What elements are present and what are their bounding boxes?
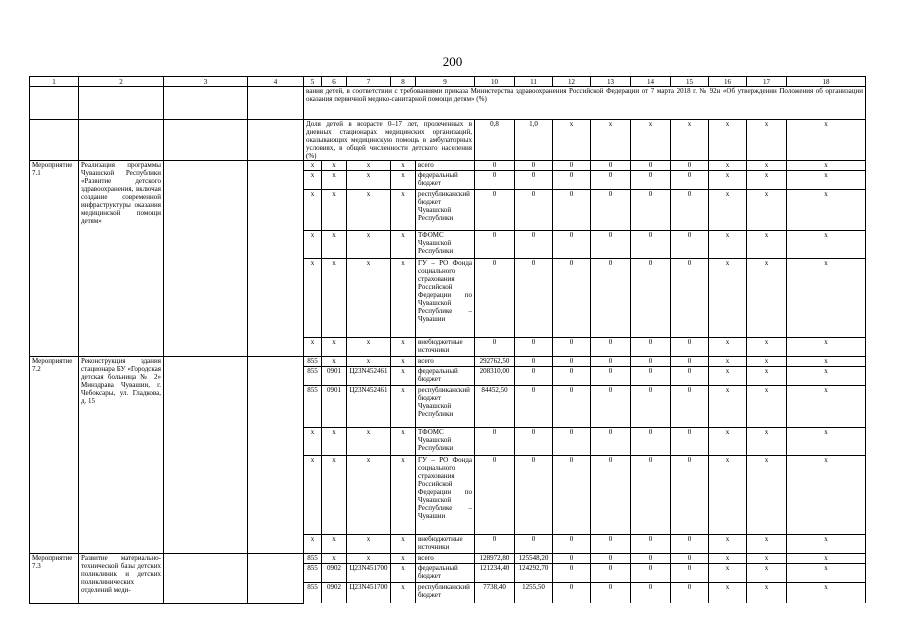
amount-cell: x bbox=[787, 564, 866, 583]
funding-source: федеральный бюджет bbox=[416, 367, 475, 386]
amount-cell: 0 bbox=[671, 535, 709, 554]
amount-cell: x bbox=[709, 554, 747, 564]
amount-cell: x bbox=[787, 535, 866, 554]
col-header: 11 bbox=[515, 77, 553, 87]
amount-cell: 0 bbox=[591, 171, 631, 190]
budget-code-cell: x bbox=[304, 456, 322, 535]
budget-code-cell: x bbox=[322, 456, 347, 535]
empty-cell bbox=[248, 554, 304, 604]
amount-cell: 0 bbox=[631, 338, 671, 357]
amount-cell: 84452,50 bbox=[475, 386, 515, 428]
amount-cell: x bbox=[709, 367, 747, 386]
budget-code-cell: x bbox=[347, 456, 391, 535]
source-row bbox=[30, 357, 866, 367]
amount-cell: 128972,80 bbox=[475, 554, 515, 564]
funding-source: внебюджетные источники bbox=[416, 535, 475, 554]
amount-cell: 0 bbox=[515, 161, 553, 171]
amount-cell: 0 bbox=[553, 161, 591, 171]
budget-code-cell: x bbox=[322, 161, 347, 171]
empty-cell bbox=[164, 357, 248, 554]
col-header: 5 bbox=[304, 77, 322, 87]
col-header: 1 bbox=[30, 77, 79, 87]
amount-cell: x bbox=[747, 456, 787, 535]
budget-code-cell: x bbox=[322, 357, 347, 367]
empty-cell bbox=[248, 161, 304, 357]
budget-code-cell: x bbox=[391, 367, 416, 386]
budget-code-cell: Ц23N452461 bbox=[347, 386, 391, 428]
amount-cell: 0 bbox=[591, 456, 631, 535]
amount-cell: 0 bbox=[475, 456, 515, 535]
budget-code-cell: x bbox=[322, 231, 347, 259]
amount-cell: 0 bbox=[671, 583, 709, 604]
amount-cell: 0 bbox=[591, 535, 631, 554]
col-header: 9 bbox=[416, 77, 475, 87]
amount-cell: 0 bbox=[553, 190, 591, 231]
amount-cell: 0 bbox=[591, 259, 631, 338]
amount-cell: x bbox=[747, 161, 787, 171]
amount-cell: 0 bbox=[671, 554, 709, 564]
budget-code-cell: x bbox=[347, 190, 391, 231]
amount-cell: 0 bbox=[631, 428, 671, 456]
budget-code-cell: x bbox=[347, 338, 391, 357]
col-header: 10 bbox=[475, 77, 515, 87]
amount-cell: 0 bbox=[631, 357, 671, 367]
amount-cell: 0 bbox=[671, 338, 709, 357]
amount-cell: 0 bbox=[591, 338, 631, 357]
amount-cell: 0 bbox=[553, 535, 591, 554]
measure-description: Развитие материально-технической базы детских поликлиник и детских поликлинических отделений меди- bbox=[79, 554, 164, 604]
amount-cell: 0 bbox=[671, 357, 709, 367]
indicator-row bbox=[30, 87, 866, 120]
amount-cell: 0 bbox=[515, 428, 553, 456]
amount-cell: x bbox=[747, 554, 787, 564]
col-header: 15 bbox=[671, 77, 709, 87]
amount-cell: 0 bbox=[671, 428, 709, 456]
measure-name: Мероприятие 7.3 bbox=[30, 554, 79, 604]
amount-cell: 0 bbox=[671, 259, 709, 338]
budget-code-cell: x bbox=[322, 338, 347, 357]
measure-name: Мероприятие 7.1 bbox=[30, 161, 79, 357]
amount-cell: 0 bbox=[671, 367, 709, 386]
budget-code-cell: x bbox=[322, 428, 347, 456]
amount-cell: x bbox=[709, 259, 747, 338]
budget-table bbox=[29, 76, 866, 604]
amount-cell: 7738,40 bbox=[475, 583, 515, 604]
budget-code-cell: Ц23N451700 bbox=[347, 583, 391, 604]
amount-cell: x bbox=[787, 171, 866, 190]
budget-code-cell: x bbox=[391, 259, 416, 338]
budget-code-cell: x bbox=[347, 231, 391, 259]
budget-code-cell: 0902 bbox=[322, 583, 347, 604]
budget-code-cell: x bbox=[347, 535, 391, 554]
amount-cell: 0 bbox=[475, 535, 515, 554]
indicator-value: x bbox=[709, 120, 747, 161]
indicator-row bbox=[30, 120, 866, 161]
amount-cell: 0 bbox=[553, 428, 591, 456]
amount-cell: 121234,40 bbox=[475, 564, 515, 583]
amount-cell: 0 bbox=[631, 535, 671, 554]
amount-cell: 0 bbox=[631, 190, 671, 231]
amount-cell: x bbox=[747, 535, 787, 554]
budget-code-cell: 855 bbox=[304, 386, 322, 428]
col-header: 4 bbox=[248, 77, 304, 87]
budget-code-cell: x bbox=[322, 171, 347, 190]
budget-code-cell: x bbox=[347, 554, 391, 564]
amount-cell: 0 bbox=[631, 367, 671, 386]
budget-code-cell: x bbox=[304, 428, 322, 456]
amount-cell: 0 bbox=[515, 386, 553, 428]
funding-source: всего bbox=[416, 161, 475, 171]
amount-cell: x bbox=[709, 535, 747, 554]
amount-cell: x bbox=[747, 338, 787, 357]
amount-cell: x bbox=[787, 190, 866, 231]
indicator-value: x bbox=[631, 120, 671, 161]
indicator-value: 0,8 bbox=[475, 120, 515, 161]
col-header: 14 bbox=[631, 77, 671, 87]
amount-cell: 1255,50 bbox=[515, 583, 553, 604]
budget-code-cell: x bbox=[391, 190, 416, 231]
amount-cell: 0 bbox=[671, 386, 709, 428]
amount-cell: 0 bbox=[631, 386, 671, 428]
budget-code-cell: x bbox=[391, 564, 416, 583]
amount-cell: 0 bbox=[475, 231, 515, 259]
amount-cell: 292762,50 bbox=[475, 357, 515, 367]
budget-code-cell: x bbox=[347, 171, 391, 190]
amount-cell: x bbox=[709, 161, 747, 171]
amount-cell: x bbox=[747, 259, 787, 338]
indicator-value: x bbox=[747, 120, 787, 161]
amount-cell: 0 bbox=[631, 456, 671, 535]
amount-cell: x bbox=[787, 231, 866, 259]
measure-description: Реализация программы Чувашской Республики «Развитие детского здравоохранения, включая создание современной инфраструктуры оказания медицинской помощи детям» bbox=[79, 161, 164, 357]
budget-code-cell: x bbox=[391, 535, 416, 554]
amount-cell: 0 bbox=[631, 161, 671, 171]
indicator-value: x bbox=[787, 120, 866, 161]
col-header: 13 bbox=[591, 77, 631, 87]
amount-cell: 0 bbox=[515, 338, 553, 357]
budget-code-cell: x bbox=[347, 259, 391, 338]
amount-cell: 125548,20 bbox=[515, 554, 553, 564]
budget-code-cell: Ц23N452461 bbox=[347, 367, 391, 386]
budget-code-cell: 855 bbox=[304, 583, 322, 604]
amount-cell: 0 bbox=[671, 231, 709, 259]
budget-code-cell: x bbox=[304, 231, 322, 259]
budget-code-cell: 0902 bbox=[322, 564, 347, 583]
amount-cell: 0 bbox=[591, 428, 631, 456]
budget-code-cell: x bbox=[391, 231, 416, 259]
budget-code-cell: x bbox=[322, 259, 347, 338]
budget-code-cell: x bbox=[304, 171, 322, 190]
col-header: 2 bbox=[79, 77, 164, 87]
amount-cell: 0 bbox=[475, 338, 515, 357]
funding-source: республиканский бюджет Чувашской Республики bbox=[416, 386, 475, 428]
amount-cell: 0 bbox=[475, 161, 515, 171]
budget-code-cell: 855 bbox=[304, 357, 322, 367]
amount-cell: x bbox=[747, 171, 787, 190]
funding-source: ТФОМС Чувашской Республики bbox=[416, 428, 475, 456]
amount-cell: 0 bbox=[553, 564, 591, 583]
funding-source: всего bbox=[416, 554, 475, 564]
amount-cell: x bbox=[709, 456, 747, 535]
col-header: 8 bbox=[391, 77, 416, 87]
amount-cell: 0 bbox=[553, 357, 591, 367]
amount-cell: 0 bbox=[671, 161, 709, 171]
budget-code-cell: x bbox=[391, 456, 416, 535]
amount-cell: 0 bbox=[591, 367, 631, 386]
amount-cell: 0 bbox=[591, 161, 631, 171]
amount-cell: 0 bbox=[631, 171, 671, 190]
amount-cell: 0 bbox=[475, 190, 515, 231]
amount-cell: 0 bbox=[631, 231, 671, 259]
budget-code-cell: x bbox=[391, 161, 416, 171]
amount-cell: x bbox=[747, 428, 787, 456]
budget-code-cell: x bbox=[347, 161, 391, 171]
funding-source: федеральный бюджет bbox=[416, 564, 475, 583]
budget-code-cell: x bbox=[322, 190, 347, 231]
budget-code-cell: x bbox=[304, 535, 322, 554]
amount-cell: x bbox=[787, 428, 866, 456]
amount-cell: 0 bbox=[553, 583, 591, 604]
budget-code-cell: x bbox=[391, 338, 416, 357]
budget-code-cell: x bbox=[391, 171, 416, 190]
amount-cell: x bbox=[747, 583, 787, 604]
amount-cell: 0 bbox=[475, 171, 515, 190]
amount-cell: x bbox=[747, 231, 787, 259]
amount-cell: x bbox=[747, 386, 787, 428]
indicator-value: x bbox=[553, 120, 591, 161]
amount-cell: 0 bbox=[515, 357, 553, 367]
amount-cell: x bbox=[709, 357, 747, 367]
indicator-value: x bbox=[671, 120, 709, 161]
budget-code-cell: x bbox=[304, 190, 322, 231]
budget-code-cell: x bbox=[322, 554, 347, 564]
empty-cell bbox=[164, 554, 248, 604]
amount-cell: 0 bbox=[553, 554, 591, 564]
funding-source: федеральный бюджет bbox=[416, 171, 475, 190]
budget-code-cell: x bbox=[304, 259, 322, 338]
amount-cell: 0 bbox=[631, 554, 671, 564]
col-header: 3 bbox=[164, 77, 248, 87]
empty-cell bbox=[164, 161, 248, 357]
budget-code-cell: 855 bbox=[304, 564, 322, 583]
col-header: 12 bbox=[553, 77, 591, 87]
budget-code-cell: Ц23N451700 bbox=[347, 564, 391, 583]
amount-cell: 0 bbox=[591, 554, 631, 564]
amount-cell: x bbox=[709, 171, 747, 190]
amount-cell: 0 bbox=[515, 456, 553, 535]
indicator-text: Доля детей в возрасте 0–17 лет, пролеченных в дневных стационарах медицинских организаций, оказывающих медицинскую помощь в амбулаторных условиях, в общей численности детского населения (%) bbox=[304, 120, 475, 161]
amount-cell: 0 bbox=[515, 259, 553, 338]
source-row bbox=[30, 554, 866, 564]
amount-cell: 0 bbox=[553, 386, 591, 428]
amount-cell: 0 bbox=[515, 190, 553, 231]
amount-cell: x bbox=[787, 259, 866, 338]
amount-cell: x bbox=[787, 554, 866, 564]
amount-cell: 0 bbox=[553, 367, 591, 386]
amount-cell: x bbox=[709, 428, 747, 456]
amount-cell: x bbox=[709, 583, 747, 604]
amount-cell: 0 bbox=[515, 231, 553, 259]
amount-cell: 0 bbox=[475, 428, 515, 456]
amount-cell: x bbox=[709, 564, 747, 583]
amount-cell: 0 bbox=[515, 171, 553, 190]
amount-cell: x bbox=[787, 338, 866, 357]
budget-code-cell: x bbox=[304, 338, 322, 357]
funding-source: республиканский бюджет bbox=[416, 583, 475, 604]
amount-cell: 0 bbox=[553, 456, 591, 535]
amount-cell: 0 bbox=[553, 259, 591, 338]
indicator-text: вания детей, в соответствии с требованиями приказа Министерства здравоохранения Российской Федерации от 7 марта 2018 г. № 92н «Об утверждении Положения об организации оказания первичной медико-санитарной помощи детям» (%) bbox=[304, 87, 866, 120]
amount-cell: x bbox=[787, 583, 866, 604]
amount-cell: 208310,00 bbox=[475, 367, 515, 386]
amount-cell: x bbox=[747, 367, 787, 386]
amount-cell: 0 bbox=[515, 367, 553, 386]
amount-cell: 0 bbox=[591, 190, 631, 231]
measure-name: Мероприятие 7.2 bbox=[30, 357, 79, 554]
amount-cell: 0 bbox=[671, 564, 709, 583]
col-header: 6 bbox=[322, 77, 347, 87]
amount-cell: 0 bbox=[671, 456, 709, 535]
indicator-value: 1,0 bbox=[515, 120, 553, 161]
amount-cell: 0 bbox=[553, 231, 591, 259]
amount-cell: 0 bbox=[631, 259, 671, 338]
budget-code-cell: x bbox=[347, 357, 391, 367]
amount-cell: 0 bbox=[553, 338, 591, 357]
funding-source: ГУ – РО Фонда социального страхования Российской Федерации по Чувашской Республике – Чувашии bbox=[416, 259, 475, 338]
amount-cell: 0 bbox=[591, 583, 631, 604]
amount-cell: x bbox=[747, 357, 787, 367]
measure-description: Реконструкция здания стационара БУ «Городская детская больница № 2» Минздрава Чувашии, г. Чебоксары, ул. Гладкова, д. 15 bbox=[79, 357, 164, 554]
budget-code-cell: x bbox=[322, 535, 347, 554]
amount-cell: x bbox=[709, 231, 747, 259]
amount-cell: 0 bbox=[591, 231, 631, 259]
amount-cell: 0 bbox=[591, 357, 631, 367]
budget-code-cell: x bbox=[347, 428, 391, 456]
indicator-value: x bbox=[591, 120, 631, 161]
amount-cell: x bbox=[787, 386, 866, 428]
funding-source: всего bbox=[416, 357, 475, 367]
funding-source: республиканский бюджет Чувашской Республики bbox=[416, 190, 475, 231]
amount-cell: x bbox=[787, 357, 866, 367]
budget-code-cell: x bbox=[391, 357, 416, 367]
col-header: 18 bbox=[787, 77, 866, 87]
budget-code-cell: x bbox=[391, 554, 416, 564]
source-row bbox=[30, 161, 866, 171]
budget-code-cell: x bbox=[391, 428, 416, 456]
amount-cell: 0 bbox=[515, 535, 553, 554]
amount-cell: 0 bbox=[631, 583, 671, 604]
amount-cell: 0 bbox=[671, 171, 709, 190]
amount-cell: x bbox=[787, 367, 866, 386]
budget-code-cell: 0901 bbox=[322, 386, 347, 428]
budget-code-cell: 0901 bbox=[322, 367, 347, 386]
funding-source: внебюджетные источники bbox=[416, 338, 475, 357]
amount-cell: x bbox=[787, 456, 866, 535]
amount-cell: 0 bbox=[591, 564, 631, 583]
amount-cell: 124292,70 bbox=[515, 564, 553, 583]
amount-cell: 0 bbox=[553, 171, 591, 190]
budget-code-cell: x bbox=[391, 386, 416, 428]
amount-cell: 0 bbox=[475, 259, 515, 338]
amount-cell: x bbox=[747, 564, 787, 583]
amount-cell: 0 bbox=[631, 564, 671, 583]
funding-source: ГУ – РО Фонда социального страхования Российской Федерации по Чувашской Республике – Чувашии bbox=[416, 456, 475, 535]
header-row bbox=[30, 77, 866, 87]
amount-cell: x bbox=[787, 161, 866, 171]
budget-code-cell: 855 bbox=[304, 554, 322, 564]
funding-source: ТФОМС Чувашской Республики bbox=[416, 231, 475, 259]
empty-cell bbox=[248, 357, 304, 554]
col-header: 16 bbox=[709, 77, 747, 87]
amount-cell: 0 bbox=[671, 190, 709, 231]
amount-cell: 0 bbox=[591, 386, 631, 428]
amount-cell: x bbox=[747, 190, 787, 231]
page-number: 200 bbox=[442, 54, 463, 69]
budget-code-cell: x bbox=[304, 161, 322, 171]
col-header: 7 bbox=[347, 77, 391, 87]
budget-code-cell: x bbox=[391, 583, 416, 604]
col-header: 17 bbox=[747, 77, 787, 87]
amount-cell: x bbox=[709, 386, 747, 428]
budget-code-cell: 855 bbox=[304, 367, 322, 386]
amount-cell: x bbox=[709, 338, 747, 357]
amount-cell: x bbox=[709, 190, 747, 231]
